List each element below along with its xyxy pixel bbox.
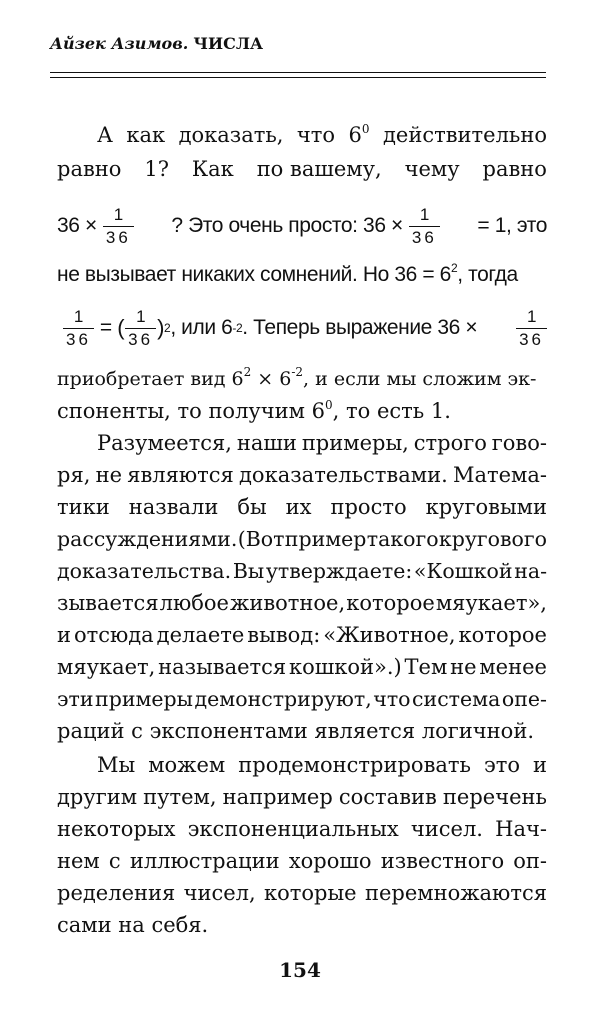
- fraction: $\frac{1}{36}$: [516, 306, 547, 351]
- fraction: $\frac{1}{36}$: [63, 306, 94, 351]
- text-line: и отсюда делаете вывод: «Животное, которое: [57, 623, 547, 647]
- text-line: Мы можем продемонстрировать это и: [97, 753, 547, 777]
- text-line: А как доказать, что $6^0$ действительно: [97, 122, 547, 147]
- header-author: Айзек Азимов.: [50, 34, 189, 53]
- text-line: нем с иллюстрации хорошо известного оп-: [57, 849, 547, 873]
- header-rule-top: [50, 72, 546, 73]
- text-line: ределения чисел, которые перемножаются: [57, 881, 547, 905]
- math-line: 36 × $\frac{1}{36}$ ? Это очень просто: 36 × $\frac{1}{36}$ = 1, это: [57, 204, 547, 247]
- text-line: доказательства. Вы утверждаете: «Кошкой на-: [57, 559, 547, 583]
- math-line: $\frac{1}{36}$ = ( $\frac{1}{36}$ ) 2 , или 6 -2 . Теперь выражение 36 × $\frac{1}{36}$: [57, 302, 547, 354]
- header-rule-bottom: [50, 77, 546, 78]
- running-header: [50, 34, 263, 53]
- text-line: зывается любое животное, которое мяукает»,: [57, 591, 547, 615]
- text-line: некоторых экспоненциальных чисел. Нач-: [57, 817, 547, 841]
- text-line: тики назвали бы их просто круговыми: [57, 495, 547, 519]
- text-line: Разумеется, наши примеры, строго гово-: [97, 431, 547, 455]
- text-line: приобретает вид $6^2 \times 6^{-2}$, и если мы сложим эк-: [57, 365, 537, 390]
- text-line: рассуждениями. (Вот пример такого кругового: [57, 527, 547, 551]
- text-line: не вызывает никаких сомнений. Но $36 = 6^2$, тогда: [57, 261, 518, 286]
- text-line: мяукает, называется кошкой».) Тем не менее: [57, 655, 547, 679]
- text-line: равно 1? Как по вашему, чему равно: [57, 157, 547, 181]
- fraction: $\frac{1}{36}$: [125, 306, 156, 351]
- fraction: $\frac{1}{36}$: [103, 204, 134, 249]
- text-line: эти примеры демонстрируют, что система опе-: [57, 687, 547, 711]
- text-line: другим путем, например составив перечень: [57, 785, 547, 809]
- text-line: ря, не являются доказательствами. Матема-: [57, 463, 547, 487]
- page-number: 154: [279, 958, 321, 982]
- text-line: раций с экспонентами является логичной.: [57, 719, 534, 743]
- text-line: споненты, то получим $6^0$, то есть 1.: [57, 398, 451, 423]
- header-title: ЧИСЛА: [193, 34, 264, 53]
- fraction: $\frac{1}{36}$: [409, 204, 440, 249]
- text-line: сами на себя.: [57, 913, 209, 937]
